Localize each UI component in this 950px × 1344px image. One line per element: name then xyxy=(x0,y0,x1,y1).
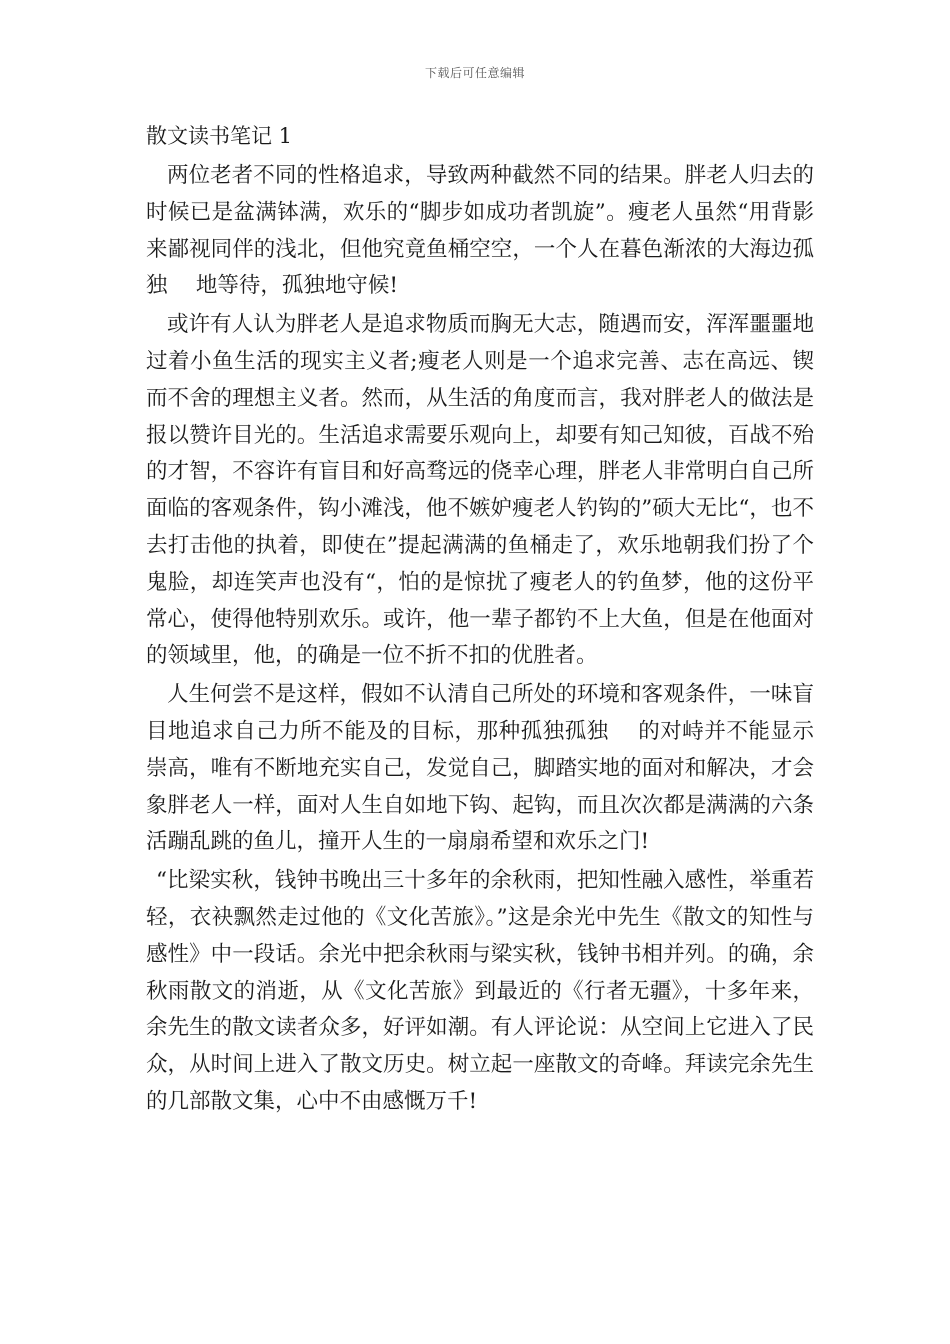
paragraph-2: 或许有人认为胖老人是追求物质而胸无大志，随遇而安，浑浑噩噩地过着小鱼生活的现实主义者;瘦老人则是一个追求完善、志在高远、锲而不舍的理想主义者。然而，从生活的角度而言，我对胖老人的做法是报以赞许目光的。生活追求需要乐观向上，却要有知己知彼，百战不殆的才智，不容许有盲目和好高骛远的侥幸心理，胖老人非常明白自己所面临的客观条件，钩小滩浅，他不嫉妒瘦老人钓钩的”硕大无比“，也不去打击他的执着，即使在”提起满满的鱼桶走了，欢乐地朝我们扮了个鬼脸，却连笑声也没有“，怕的是惊扰了瘦老人的钓鱼梦，他的这份平常心，使得他特别欢乐。或许，他一辈子都钓不上大鱼，但是在他面对的领域里，他，的确是一位不折不扣的优胜者。 xyxy=(146,312,814,669)
paragraph-3: 人生何尝不是这样，假如不认清自己所处的环境和客观条件，一味盲目地追求自己力所不能及的目标，那种孤独孤独 的对峙并不能显示崇高，唯有不断地充实自己，发觉自己，脚踏实地的面对和解决，才会象胖老人一样，面对人生自如地下钩、起钩，而且次次都是满满的六条活蹦乱跳的鱼儿，撞开人生的一扇扇希望和欢乐之门! xyxy=(146,682,814,855)
document-body xyxy=(146,118,814,1123)
paragraph-4: “比梁实秋，钱钟书晚出三十多年的余秋雨，把知性融入感性，举重若轻，衣袂飘然走过他的《文化苦旅》。”这是余光中先生《散文的知性与感性》中一段话。余光中把余秋雨与梁实秋，钱钟书相并列。的确，余秋雨散文的消逝，从《文化苦旅》到最近的《行者无疆》，十多年来，余先生的散文读者众多，好评如潮。有人评论说：从空间上它进入了民众，从时间上进入了散文历史。树立起一座散文的奇峰。拜读完余先生的几部散文集，心中不由感慨万千! xyxy=(146,868,814,1114)
paragraph-1: 两位老者不同的性格追求，导致两种截然不同的结果。胖老人归去的时候已是盆满钵满，欢乐的“脚步如成功者凯旋”。瘦老人虽然“用背影来鄙视同伴的浅北，但他究竟鱼桶空空，一个人在暮色渐浓的大海边孤独 地等待，孤独地守候! xyxy=(146,163,814,299)
document-title: 散文读书笔记 1 xyxy=(146,124,293,148)
page-header-note: 下载后可任意编辑 xyxy=(424,66,525,80)
